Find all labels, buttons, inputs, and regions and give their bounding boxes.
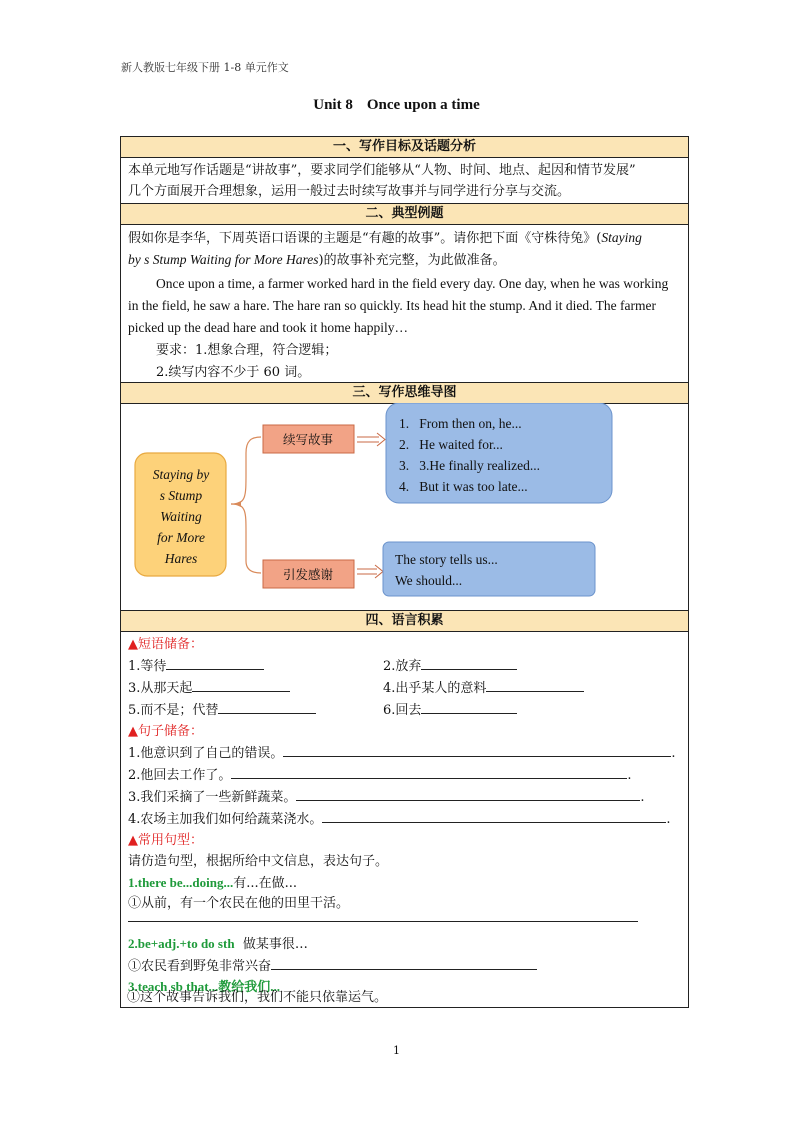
section-header-1: 一、写作目标及话题分析 — [121, 137, 688, 158]
pattern-2-prompt: ①农民看到野兔非常兴奋 — [128, 959, 272, 974]
pattern-3-en: 3.teach sb that... — [128, 979, 219, 994]
sentence-blank[interactable] — [322, 808, 666, 823]
example-intro-1b: Staying — [601, 230, 642, 245]
phrase-item: 1.等待 — [128, 659, 167, 674]
analysis-line-2: 几个方面展开合理想象，运用一般过去时续写故事并与同学进行分享与交流。 — [128, 184, 571, 199]
center-text-line: s Stump — [159, 488, 203, 503]
worksheet-frame — [120, 136, 689, 1008]
pattern-title: ▲常用句型： — [128, 833, 203, 848]
sentence-row: 1.他意识到了自己的错误。 . — [128, 742, 684, 764]
sentence-prompt: 2.他回去工作了。 — [128, 768, 232, 783]
center-text-line: Waiting — [160, 509, 202, 524]
phrase-item: 6.回去 — [383, 703, 422, 718]
sentence-blank[interactable] — [283, 742, 671, 757]
pattern-3-cn: 教给我们... — [218, 979, 281, 994]
phrase-blank[interactable] — [166, 655, 264, 670]
list-item-4: 4. But it was too late... — [399, 479, 528, 494]
center-text-line: for More — [157, 530, 205, 545]
pattern-1-blank[interactable] — [128, 921, 638, 922]
pattern-3-example-line: ①这个故事告诉我们，我们不能只依靠运气。 — [127, 990, 388, 1005]
story-line-3: picked up the dead hare and took it home happily… — [128, 320, 409, 335]
arrow-right-icon — [357, 565, 383, 578]
sentence-prompt: 3.我们采摘了一些新鲜蔬菜。 — [128, 790, 297, 805]
sentence-row: 3.我们采摘了一些新鲜蔬菜。 . — [128, 786, 684, 808]
mind-map — [121, 403, 688, 610]
pattern-1-cn: 有...在做... — [233, 876, 298, 891]
phrase-row — [383, 699, 683, 721]
phrase-item: 3.从那天起 — [128, 681, 193, 696]
header-note: 新人教版七年级下册 1-8 单元作文 — [121, 61, 289, 74]
pattern-2-example — [128, 955, 684, 977]
title-unit: Unit 8 — [313, 97, 353, 113]
pattern-2 — [128, 933, 684, 955]
list-item-1: 1. From then on, he... — [399, 416, 522, 431]
list-item-2: 2. He waited for... — [399, 437, 503, 452]
phrase-blank[interactable] — [192, 677, 290, 692]
story-line-1: Once upon a time, a farmer worked hard in the field every day. One day, when he was working — [156, 276, 669, 291]
story-line-2: in the field, he saw a hare. The hare ran so quickly. Its head hit the stump. And it died. The farmer — [128, 298, 656, 313]
phrase-blank[interactable] — [486, 677, 584, 692]
list2-item-1: The story tells us... — [395, 552, 498, 567]
phrase-blank[interactable] — [421, 655, 517, 670]
example-intro-2a: by s Stump Waiting for More Hares — [128, 252, 319, 267]
arrow-right-icon — [357, 433, 385, 446]
mind-map-connector — [231, 437, 261, 504]
pattern-intro: 请仿造句型，根据所给中文信息，表达句子。 — [128, 854, 389, 869]
mind-map-connector — [234, 501, 241, 507]
pattern-1 — [128, 872, 684, 894]
analysis-line-1: 本单元地写作话题是“讲故事”，要求同学们能够从“人物、时间、地点、起因和情节发展” — [128, 163, 636, 178]
sentence-prompt: 4.农场主加我们如何给蔬菜浇水。 — [128, 812, 323, 827]
sentence-row: 4.农场主加我们如何给蔬菜浇水。 . — [128, 808, 684, 830]
phrase-item: 4.出乎某人的意料 — [383, 681, 487, 696]
example-intro-1 — [128, 227, 684, 249]
requirement-2: 2.续写内容不少于 60 词。 — [156, 365, 311, 380]
branch-label-continue-story: 续写故事 — [282, 432, 334, 447]
section-header-2: 二、典型例题 — [121, 203, 688, 225]
pattern-2-blank[interactable] — [271, 955, 537, 970]
center-text-line: Hares — [164, 551, 198, 566]
page-title — [0, 97, 793, 114]
requirement-1: 要求：1.想象合理，符合逻辑； — [156, 343, 338, 358]
sentence-blank[interactable] — [296, 786, 640, 801]
pattern-2-cn: 做某事很… — [242, 937, 308, 952]
example-intro-2b: )的故事补充完整，为此做准备。 — [318, 253, 506, 268]
phrase-row — [383, 677, 683, 699]
phrase-item: 2.放弃 — [383, 659, 422, 674]
section-header-4: 四、语言积累 — [121, 610, 688, 632]
list2-item-2: We should... — [395, 573, 463, 588]
mind-map-connector — [231, 504, 261, 573]
list-item-3: 3. 3.He finally realized... — [399, 458, 540, 473]
pattern-1-en: 1.there be...doing... — [128, 875, 234, 890]
title-topic: Once upon a time — [366, 97, 480, 113]
example-intro-2 — [128, 249, 684, 271]
section-header-3: 三、写作思维导图 — [121, 382, 688, 404]
center-text-line: Staying by — [152, 467, 210, 482]
phrase-row — [383, 655, 683, 677]
page-number: 1 — [393, 1044, 400, 1057]
pattern-1-example: ①从前，有一个农民在他的田里干活。 — [128, 896, 350, 911]
phrase-blank[interactable] — [218, 699, 316, 714]
phrase-title: ▲短语储备： — [128, 637, 203, 652]
sentence-blank[interactable] — [231, 764, 627, 779]
sentence-title: ▲句子储备： — [128, 724, 203, 739]
phrase-item: 5.而不是；代替 — [128, 703, 219, 718]
sentence-row: 2.他回去工作了。 . — [128, 764, 684, 786]
example-intro-1a: 假如你是李华，下周英语口语课的主题是“有趣的故事”。请你把下面《守株待兔》( — [128, 231, 602, 246]
sentence-prompt: 1.他意识到了自己的错误。 — [128, 746, 284, 761]
phrase-blank[interactable] — [421, 699, 517, 714]
pattern-2-en: 2.be+adj.+to do sth — [128, 936, 235, 951]
branch-label-thoughts: 引发感谢 — [282, 567, 334, 582]
